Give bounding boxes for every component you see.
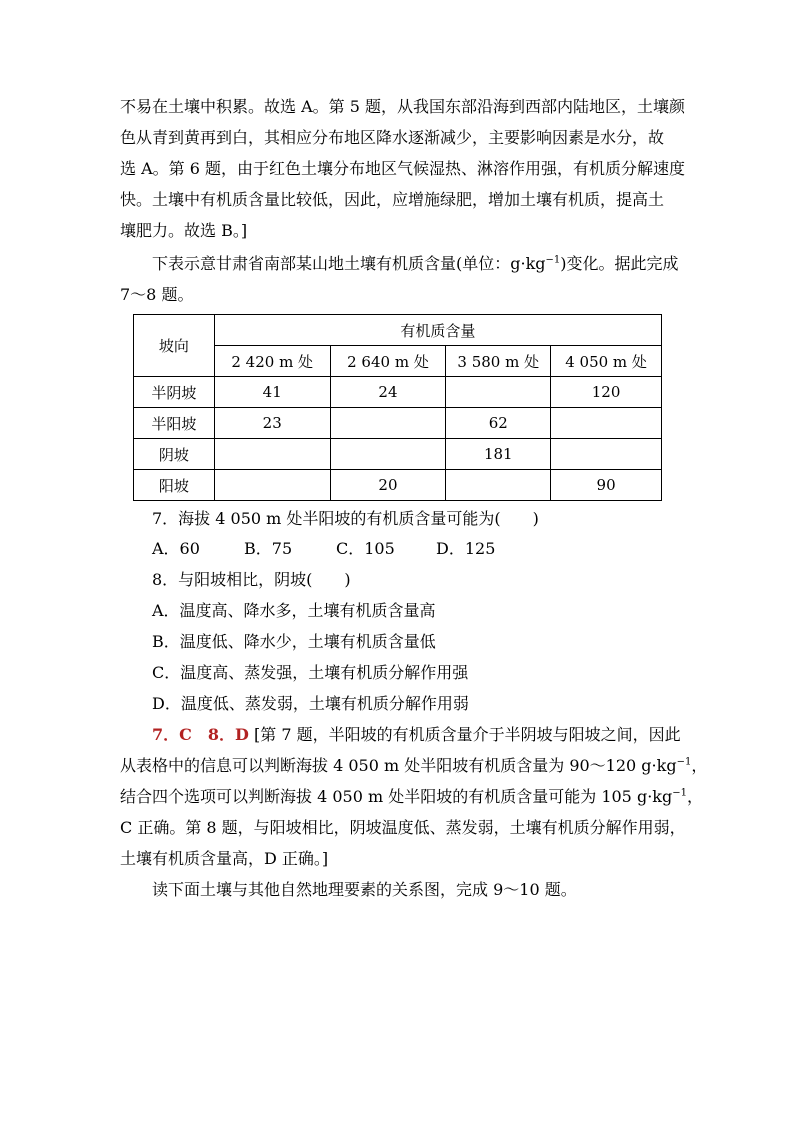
intro-line-2: 7～8 题。 (120, 285, 194, 304)
answer-text: [第 7 题，半阳坡的有机质含量介于半阴坡与阳坡之间，因此 (253, 725, 681, 744)
option-c: C．温度高、蒸发强，土壤有机质分解作用强 (152, 663, 469, 682)
table-cell: 62 (446, 408, 551, 439)
answer-line (120, 755, 708, 777)
table-cell (551, 439, 662, 470)
answer-line: C 正确。第 8 题，与阳坡相比，阴坡温度低、蒸发弱，土壤有机质分解作用弱， (120, 818, 686, 837)
option-d: D．温度低、蒸发弱，土壤有机质分解作用弱 (152, 694, 469, 713)
para-line: 壤肥力。故选 B。] (120, 221, 248, 240)
table-cell: 90 (551, 470, 662, 501)
row-label: 半阳坡 (134, 408, 215, 439)
table-cell (446, 470, 551, 501)
table-row (134, 408, 662, 439)
answer-text: 结合四个选项可以判断海拔 4 050 m 处半阳坡的有机质含量可能为 105 g·kg (120, 787, 673, 806)
table-cell: 120 (551, 377, 662, 408)
table-cell (330, 439, 446, 470)
para-line: 不易在土壤中积累。故选 A。第 5 题，从我国东部沿海到西部内陆地区，土壤颜 (120, 97, 685, 116)
intro-line (152, 253, 712, 275)
altitude-header: 2 420 m 处 (214, 346, 330, 377)
table-cell: 24 (330, 377, 446, 408)
option-b: B．温度低、降水少，土壤有机质含量低 (152, 632, 436, 651)
answer-text: 从表格中的信息可以判断海拔 4 050 m 处半阳坡有机质含量为 90～120 g·kg (120, 756, 677, 775)
table-cell: 20 (330, 470, 446, 501)
table-cell (551, 408, 662, 439)
header-organic-content: 有机质含量 (214, 315, 661, 346)
table-cell: 181 (446, 439, 551, 470)
para-line: 选 A。第 6 题，由于红色土壤分布地区气候湿热、淋溶作用强，有机质分解速度 (120, 159, 685, 178)
option-a: A．温度高、降水多，土壤有机质含量高 (152, 601, 436, 620)
row-label: 半阴坡 (134, 377, 215, 408)
table-cell (214, 439, 330, 470)
table-cell (446, 377, 551, 408)
intro-text: 下表示意甘肃省南部某山地土壤有机质含量(单位：g·kg (152, 254, 546, 273)
para-line: 快。土壤中有机质含量比较低，因此，应增施绿肥，增加土壤有机质，提高土 (120, 190, 665, 209)
table-cell (330, 408, 446, 439)
answer-key: 7．C 8．D (152, 725, 249, 744)
row-label: 阳坡 (134, 470, 215, 501)
answer-line (152, 724, 712, 746)
answer-text-tail: ， (691, 756, 708, 775)
intro-text-tail: )变化。据此完成 (560, 254, 679, 273)
table-row (134, 439, 662, 470)
altitude-header: 2 640 m 处 (330, 346, 446, 377)
answer-text-tail: ， (686, 787, 703, 806)
row-label: 阴坡 (134, 439, 215, 470)
table-cell: 23 (214, 408, 330, 439)
organic-matter-table (133, 314, 662, 501)
table-row (134, 377, 662, 408)
question-8-stem: 8．与阳坡相比，阴坡( ) (152, 570, 351, 589)
option-c: C．105 (336, 539, 395, 558)
option-a: A．60 (152, 539, 200, 558)
table-cell: 41 (214, 377, 330, 408)
unit-superscript: −1 (545, 254, 561, 266)
next-intro: 读下面土壤与其他自然地理要素的关系图，完成 9～10 题。 (152, 880, 577, 899)
table-cell (214, 470, 330, 501)
table-row (134, 470, 662, 501)
option-b: B．75 (244, 539, 293, 558)
altitude-header: 3 580 m 处 (446, 346, 551, 377)
answer-line (120, 786, 703, 808)
answer-line: 土壤有机质含量高，D 正确。] (120, 849, 329, 868)
option-d: D．125 (436, 539, 496, 558)
unit-superscript: −1 (676, 756, 692, 768)
question-7-stem: 7．海拔 4 050 m 处半阳坡的有机质含量可能为( ) (152, 509, 539, 528)
header-slope: 坡向 (134, 315, 215, 377)
para-line: 色从青到黄再到白，其相应分布地区降水逐渐减少，主要影响因素是水分，故 (120, 128, 665, 147)
unit-superscript: −1 (672, 787, 687, 799)
altitude-header: 4 050 m 处 (551, 346, 662, 377)
